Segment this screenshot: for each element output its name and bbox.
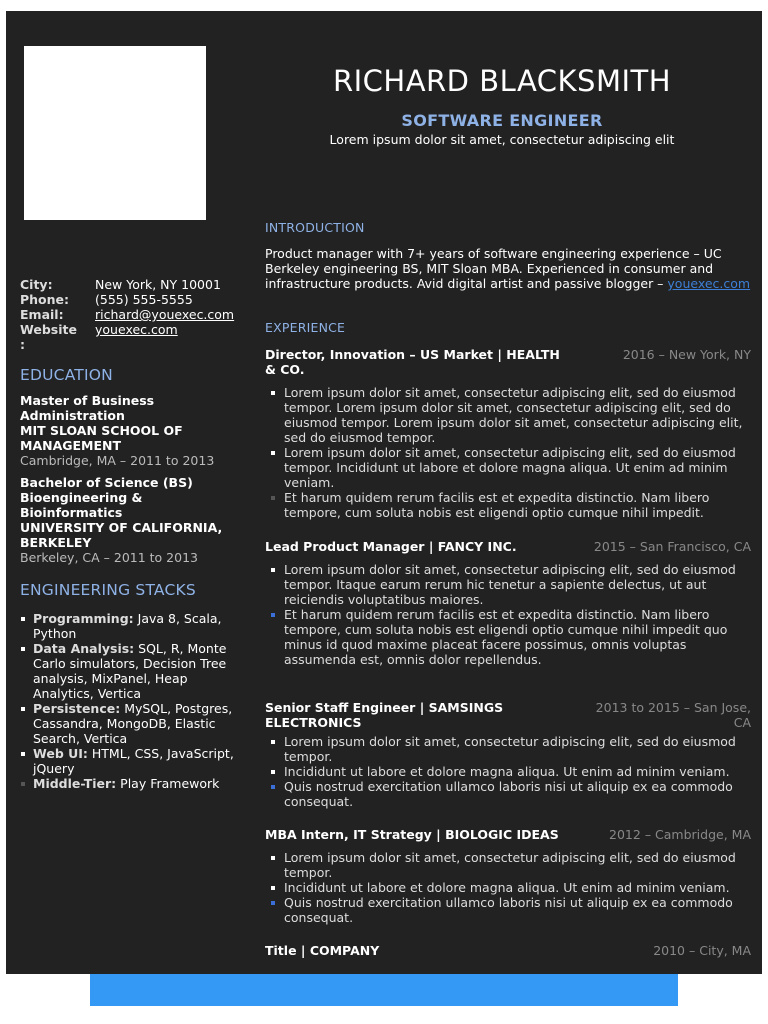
- job-bullet: Lorem ipsum dolor sit amet, consectetur adipiscing elit, sed do eiusmod tempor.: [265, 734, 751, 764]
- contact-email-label: Email:: [20, 307, 64, 322]
- education-meta: Berkeley, CA – 2011 to 2013: [20, 550, 198, 565]
- job-bullet: Lorem ipsum dolor sit amet, consectetur adipiscing elit, sed do eiusmod tempor. Itaque earum rerum hic tenetur a sapiente delectus, ut aut reiciendis voluptatibus maiores.: [265, 562, 751, 607]
- stack-item-value: MySQL, Postgres, Cassandra, MongoDB, Elastic Search, Vertica: [33, 701, 233, 746]
- job-bullet: Incididunt ut labore et dolore magna aliqua. Ut enim ad minim veniam.: [265, 880, 751, 895]
- contact-city: [20, 277, 242, 292]
- stack-item-value: SQL, R, Monte Carlo simulators, Decision Tree analysis, MixPanel, Heap Analytics, Vertica: [33, 641, 227, 701]
- stack-item-label: Web UI:: [33, 746, 88, 761]
- job-bullet: Lorem ipsum dolor sit amet, consectetur adipiscing elit, sed do eiusmod tempor. Lorem ipsum dolor sit amet, consectetur adipiscing elit, sed do eiusmod tempor. Lorem ipsum dolor sit amet, consectetur adipiscing elit, sed do eiusmod tempor.: [265, 385, 751, 445]
- email-link[interactable]: richard@youexec.com: [95, 307, 235, 322]
- bottom-accent-bar: [90, 974, 678, 1006]
- job-bullet: Lorem ipsum dolor sit amet, consectetur adipiscing elit, sed do eiusmod tempor.: [265, 850, 751, 880]
- education-meta: Cambridge, MA – 2011 to 2013: [20, 453, 215, 468]
- job-bullet: Quis nostrud exercitation ullamco laboris nisi ut aliquip ex ea commodo consequat.: [265, 779, 751, 809]
- contact-website-colon: :: [20, 337, 25, 352]
- stack-item-label: Programming:: [33, 611, 134, 626]
- stack-item: [20, 776, 242, 791]
- experience-entry: [265, 700, 751, 809]
- stack-item-label: Persistence:: [33, 701, 121, 716]
- education-entry: [20, 475, 242, 565]
- contact-website: [20, 322, 242, 337]
- job-meta: 2013 to 2015 – San Jose, CA: [595, 700, 751, 730]
- experience-entry: [265, 347, 751, 520]
- introduction-body: Product manager with 7+ years of software engineering experience – UC Berkeley engineering BS, MIT Sloan MBA. Experienced in consumer and infrastructure products. Avid digital artist and passive blogger –: [265, 246, 722, 291]
- contact-block: [20, 277, 242, 352]
- stack-item-label: Middle-Tier:: [33, 776, 117, 791]
- education-degree: Master of Business Administration: [20, 393, 155, 423]
- education-heading: EDUCATION: [20, 366, 113, 384]
- candidate-name: RICHARD BLACKSMITH: [332, 64, 672, 98]
- experience-entry: [265, 943, 751, 958]
- job-role: Title | COMPANY: [265, 943, 380, 958]
- education-degree: Bachelor of Science (BS) Bioengineering & Bioinformatics: [20, 475, 193, 520]
- experience-heading: EXPERIENCE: [265, 320, 346, 335]
- job-bullet: Incididunt ut labore et dolore magna aliqua. Ut enim ad minim veniam.: [265, 764, 751, 779]
- stack-item: [20, 746, 242, 776]
- introduction-link[interactable]: youexec.com: [667, 276, 751, 291]
- job-role: Senior Staff Engineer | SAMSINGS ELECTRONICS: [265, 700, 504, 730]
- contact-website-label: Website: [20, 322, 77, 337]
- experience-entry: [265, 827, 751, 925]
- stack-item: [20, 701, 242, 746]
- job-meta: 2016 – New York, NY: [622, 347, 751, 362]
- contact-city-label: City:: [20, 277, 53, 292]
- job-meta: 2010 – City, MA: [653, 943, 751, 958]
- candidate-tagline: Lorem ipsum dolor sit amet, consectetur adipiscing elit: [329, 132, 675, 147]
- experience-entry: [265, 539, 751, 667]
- stack-item-value: Java 8, Scala, Python: [33, 611, 222, 641]
- job-meta: 2012 – Cambridge, MA: [609, 827, 751, 842]
- introduction-text: [265, 246, 751, 291]
- stack-item: [20, 611, 242, 641]
- contact-phone-value: (555) 555-5555: [95, 292, 193, 307]
- education-list: [20, 393, 242, 572]
- stack-item-value: Play Framework: [116, 776, 220, 791]
- stack-item-label: Data Analysis:: [33, 641, 135, 656]
- contact-email: [20, 307, 242, 322]
- stack-item-value: HTML, CSS, JavaScript, jQuery: [33, 746, 234, 776]
- stack-item: [20, 641, 242, 701]
- website-link[interactable]: youexec.com: [95, 322, 178, 337]
- job-role: MBA Intern, IT Strategy | BIOLOGIC IDEAS: [265, 827, 559, 842]
- job-bullet: Et harum quidem rerum facilis est et expedita distinctio. Nam libero tempore, cum soluta nobis est eligendi optio cumque nihil impedit.: [265, 490, 751, 520]
- contact-phone-label: Phone:: [20, 292, 70, 307]
- contact-city-value: New York, NY 10001: [95, 277, 221, 292]
- stacks-list: [20, 611, 242, 791]
- job-bullet: Et harum quidem rerum facilis est et expedita distinctio. Nam libero tempore, cum soluta nobis est eligendi optio cumque nihil impedit quo minus id quod maxime placeat facere possimus, omnis voluptas assumenda est, omnis dolor repellendus.: [265, 607, 751, 667]
- education-entry: [20, 393, 242, 468]
- contact-phone: [20, 292, 242, 307]
- candidate-title: SOFTWARE ENGINEER: [401, 111, 603, 130]
- profile-photo-placeholder: [24, 46, 206, 220]
- job-meta: 2015 – San Francisco, CA: [593, 539, 751, 554]
- job-role: Director, Innovation – US Market | HEALTH & CO.: [265, 347, 560, 377]
- job-role: Lead Product Manager | FANCY INC.: [265, 539, 517, 554]
- education-school: UNIVERSITY OF CALIFORNIA, BERKELEY: [20, 520, 223, 550]
- stacks-heading: ENGINEERING STACKS: [20, 581, 196, 599]
- job-bullet: Quis nostrud exercitation ullamco laboris nisi ut aliquip ex ea commodo consequat.: [265, 895, 751, 925]
- introduction-heading: INTRODUCTION: [265, 220, 365, 235]
- job-bullet: Lorem ipsum dolor sit amet, consectetur adipiscing elit, sed do eiusmod tempor. Incididunt ut labore et dolore magna aliqua. Ut enim ad minim veniam.: [265, 445, 751, 490]
- education-school: MIT SLOAN SCHOOL OF MANAGEMENT: [20, 423, 183, 453]
